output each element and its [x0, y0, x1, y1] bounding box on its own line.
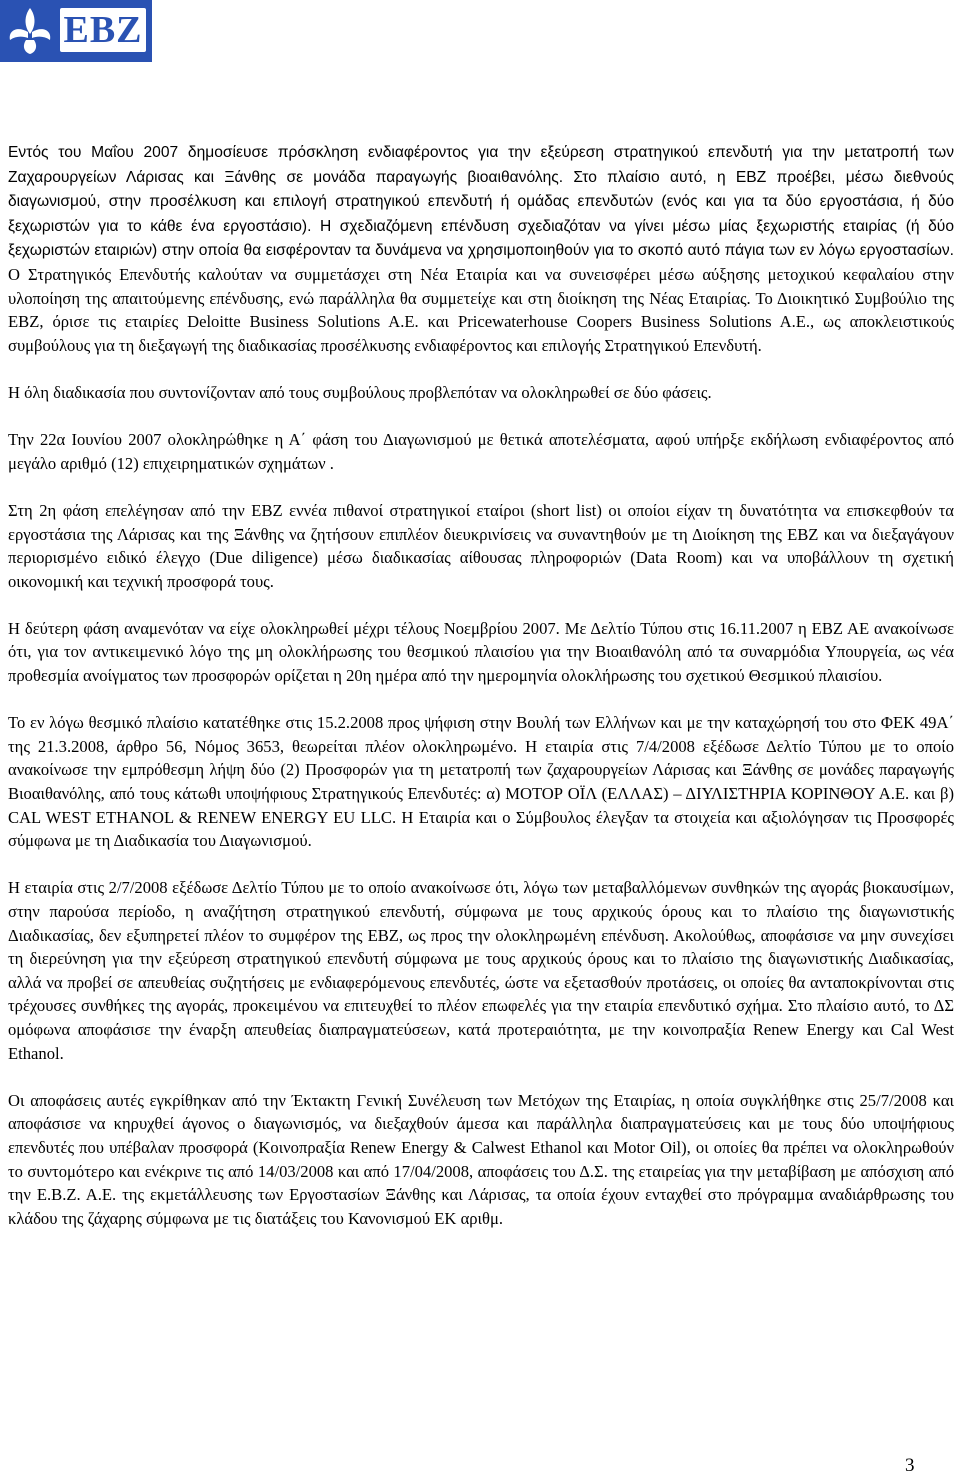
paragraph-legal-framework: Το εν λόγω θεσμικό πλαίσιο κατατέθηκε στις 15.2.2008 προς ψήφιση στην Βουλή των Ελλήνων και με την καταχώρησή του στο ΦΕΚ 49Α΄ της 21.3.2008, άρθρο 56, Νόμος 3653, θεωρείται πλέον ολοκληρωμένο. Η εταιρία στις 7/4/2008 εξέδωσε Δελτίο Τύπου με το οποίο ανακοίνωσε την εμπρόθεσμη λήψη δύο (2) Προσφορών για τη μετατροπή των ζαχαρουργείων Λάρισας και Ξάνθης σε μονάδες παραγωγής Βιοαιθανόλης, από τους κάτωθι υποψήφιους Στρατηγικούς Επενδυτές: α) ΜΟΤΟΡ ΟΪΛ (ΕΛΛΑΣ) – ΔΙΥΛΙΣΤΗΡΙΑ ΚΟΡΙΝΘΟΥ Α.Ε. και β) CAL WEST ETHANOL & RENEW ENERGY EU LLC. Η Εταιρία και ο Σύμβουλος έλεγξαν τα στοιχεία και αξιολόγησαν τις Προσφορές σύμφωνα με τη Διαδικασία του Διαγωνισμού.: [8, 713, 954, 851]
lily-emblem-icon: [0, 0, 60, 62]
paragraph-general-meeting: Οι αποφάσεις αυτές εγκρίθηκαν από την Έκτακτη Γενική Συνέλευση των Μετόχων της Εταιρίας, η οποία συγκλήθηκε στις 25/7/2008 και αποφάσισε να κηρυχθεί άγονος ο διαγωνισμός, να διεξαχθούν άμεσα και παράλληλα διαπραγματεύσεις και με τους δύο υποψήφιους επενδυτές που υπέβαλαν προσφορά (Κοινοπραξία Renew Energy & Calwest Ethanol και Motor Oil), οι οποίες θα πρέπει να ολοκληρωθούν το συντομότερο και ενέκρινε τις από 14/03/2008 και από 17/04/2008, αποφάσεις του Δ.Σ. της εταιρείας για την μεταβίβαση με απόσχιση από την Ε.Β.Ζ. Α.Ε. της εκμετάλλευσης των Εργοστασίων Ξάνθης και Λάρισας, τα οποία έχουν ενταχθεί στο πρόγραμμα αναδιάρθρωσης του κλάδου της ζάχαρης σύμφωνα με τις διατάξεις του Κανονισμού ΕΚ αριθμ.: [8, 1090, 954, 1228]
paragraph-intro: [8, 140, 954, 357]
paragraph-second-phase: Η δεύτερη φάση αναμενόταν να είχε ολοκληρωθεί μέχρι τέλους Νοεμβρίου 2007. Με Δελτίο Τύπου στις 16.11.2007 η ΕΒΖ ΑΕ ανακοίνωσε ότι, για τον αντικειμενικό λόγο της μη ολοκλήρωσης του θεσμικού πλαισίου για την Βιοαιθανόλη από τα συναρμόδια Υπουργεία, ως νέα προθεσμία ανοίγματος των προσφορών ορίζεται η 20η ημέρα από την ημερομηνία ολοκλήρωσης του σχετικού Θεσμικού πλαισίου.: [8, 618, 954, 686]
ebz-logo: [0, 0, 152, 62]
document-body: [8, 140, 954, 1230]
logo-wordmark: EBZ: [60, 8, 146, 52]
page-number: 3: [905, 1455, 915, 1476]
paragraph-intro-part1: Εντός του Μαΐου 2007 δημοσίευσε πρόσκληση ενδιαφέροντος για την εξεύρεση στρατηγικού επενδυτή για την μετατροπή των Ζαχαρουργείων Λάρισας και Ξάνθης σε μονάδα παραγωγής βιοαιθανόλης. Στο πλαίσιο αυτό, η ΕΒΖ προέβει, μέσω διεθνούς διαγωνισμού, στην προσέλκυση και επιλογή στρατηγικού επενδυτή ή ομάδας επενδυτών (ενός και για τα δύο εργοστάσια, ή δύο ξεχωριστών για το κάθε ένα εργοστάσιο). Η σχεδιαζόμενη επένδυση σχεδιαζόταν να γίνει μέσω μίας ξεχωριστής εταιρίας (ή δύο ξεχωριστών εταιριών) στην οποία θα εισφέρονταν τα δυνάμενα να χρησιμοποιηθούν για το σκοπό αυτό πάγια των εν λόγω εργοστασίων.: [8, 144, 954, 260]
paragraph-phase-b: Στη 2η φάση επελέγησαν από την ΕΒΖ εννέα πιθανοί στρατηγικοί εταίροι (short list) οι οποίοι είχαν τη δυνατότητα να επισκεφθούν τα εργοστάσια της Λάρισας και της Ξάνθης να ζητήσουν επιπλέον διευκρινίσεις να συναντηθούν με τη Διοίκηση της ΕΒΖ και να διεξαγάγουν περιορισμένο ειδικό έλεγχο (Due diligence) μέσω διαδικασίας αίθουσας πληροφοριών (Data Room) και να υποβάλλουν τη σχετική οικονομική και τεχνική προσφορά τους.: [8, 500, 954, 591]
paragraph-phases: Η όλη διαδικασία που συντονίζονταν από τους συμβούλους προβλεπόταν να ολοκληρωθεί σε δύο φάσεις.: [8, 382, 712, 402]
paragraph-intro-part2: Ο Στρατηγικός Επενδυτής καλούταν να συμμετάσχει στη Νέα Εταιρία και να συνεισφέρει μέσω αύξησης μετοχικού κεφαλαίου στην υλοποίηση της απαιτούμενης επένδυσης, ενώ παράλληλα θα συμμετείχε και στη διοίκηση της Νέας Εταιρίας. Το Διοικητικό Συμβούλιο της ΕΒΖ, όρισε τις εταιρίες Deloitte Business Solutions A.E. και Pricewaterhouse Coopers Business Solutions A.E., ως αποκλειστικούς συμβούλους για τη διεξαγωγή της διαδικασίας προσέλκυσης ενδιαφέροντος και επιλογής Στρατηγικού Επενδυτή.: [8, 264, 954, 355]
paragraph-phase-a: Την 22α Ιουνίου 2007 ολοκληρώθηκε η Α΄ φάση του Διαγωνισμού με θετικά αποτελέσματα, αφού υπήρξε εκδήλωση ενδιαφέροντος από μεγάλο αριθμό (12) επιχειρηματικών σχημάτων .: [8, 430, 954, 473]
paragraph-press-release: Η εταιρία στις 2/7/2008 εξέδωσε Δελτίο Τύπου με το οποίο ανακοίνωσε ότι, λόγω των μεταβαλλόμενων συνθηκών της αγοράς βιοκαυσίμων, στην παρούσα περίοδο, η αναζήτηση στρατηγικού επενδυτή, σύμφωνα με τους αρχικούς όρους και το πλαίσιο της διαγωνιστικής Διαδικασίας, δεν εξυπηρετεί πλέον το συμφέρον της ΕΒΖ, ως προς την ολοκληρωμένη επένδυση. Ακολούθως, αποφάσισε να μην συνεχίσει τη διερεύνηση για την εξεύρεση στρατηγικού επενδυτή σύμφωνα με τους αρχικούς όρους και το πλαίσιο της διαγωνιστικής Διαδικασίας, αλλά να προβεί σε απευθείας συζητήσεις με ενδιαφερόμενους επενδυτές, ώστε να εξετασθούν προτάσεις, οι οποίες θα ανταποκρίνονται στις τρέχουσες συνθήκες της αγοράς, προκειμένου να επιτευχθεί το πλέον επωφελές για την εταιρία επενδυτικό σχήμα. Στο πλαίσιο αυτό, το ΔΣ ομόφωνα αποφάσισε την έναρξη απευθείας διαπραγματεύσεων, κατά προτεραιότητα, με την κοινοπραξία Renew Energy και Cal West Ethanol.: [8, 878, 954, 1063]
